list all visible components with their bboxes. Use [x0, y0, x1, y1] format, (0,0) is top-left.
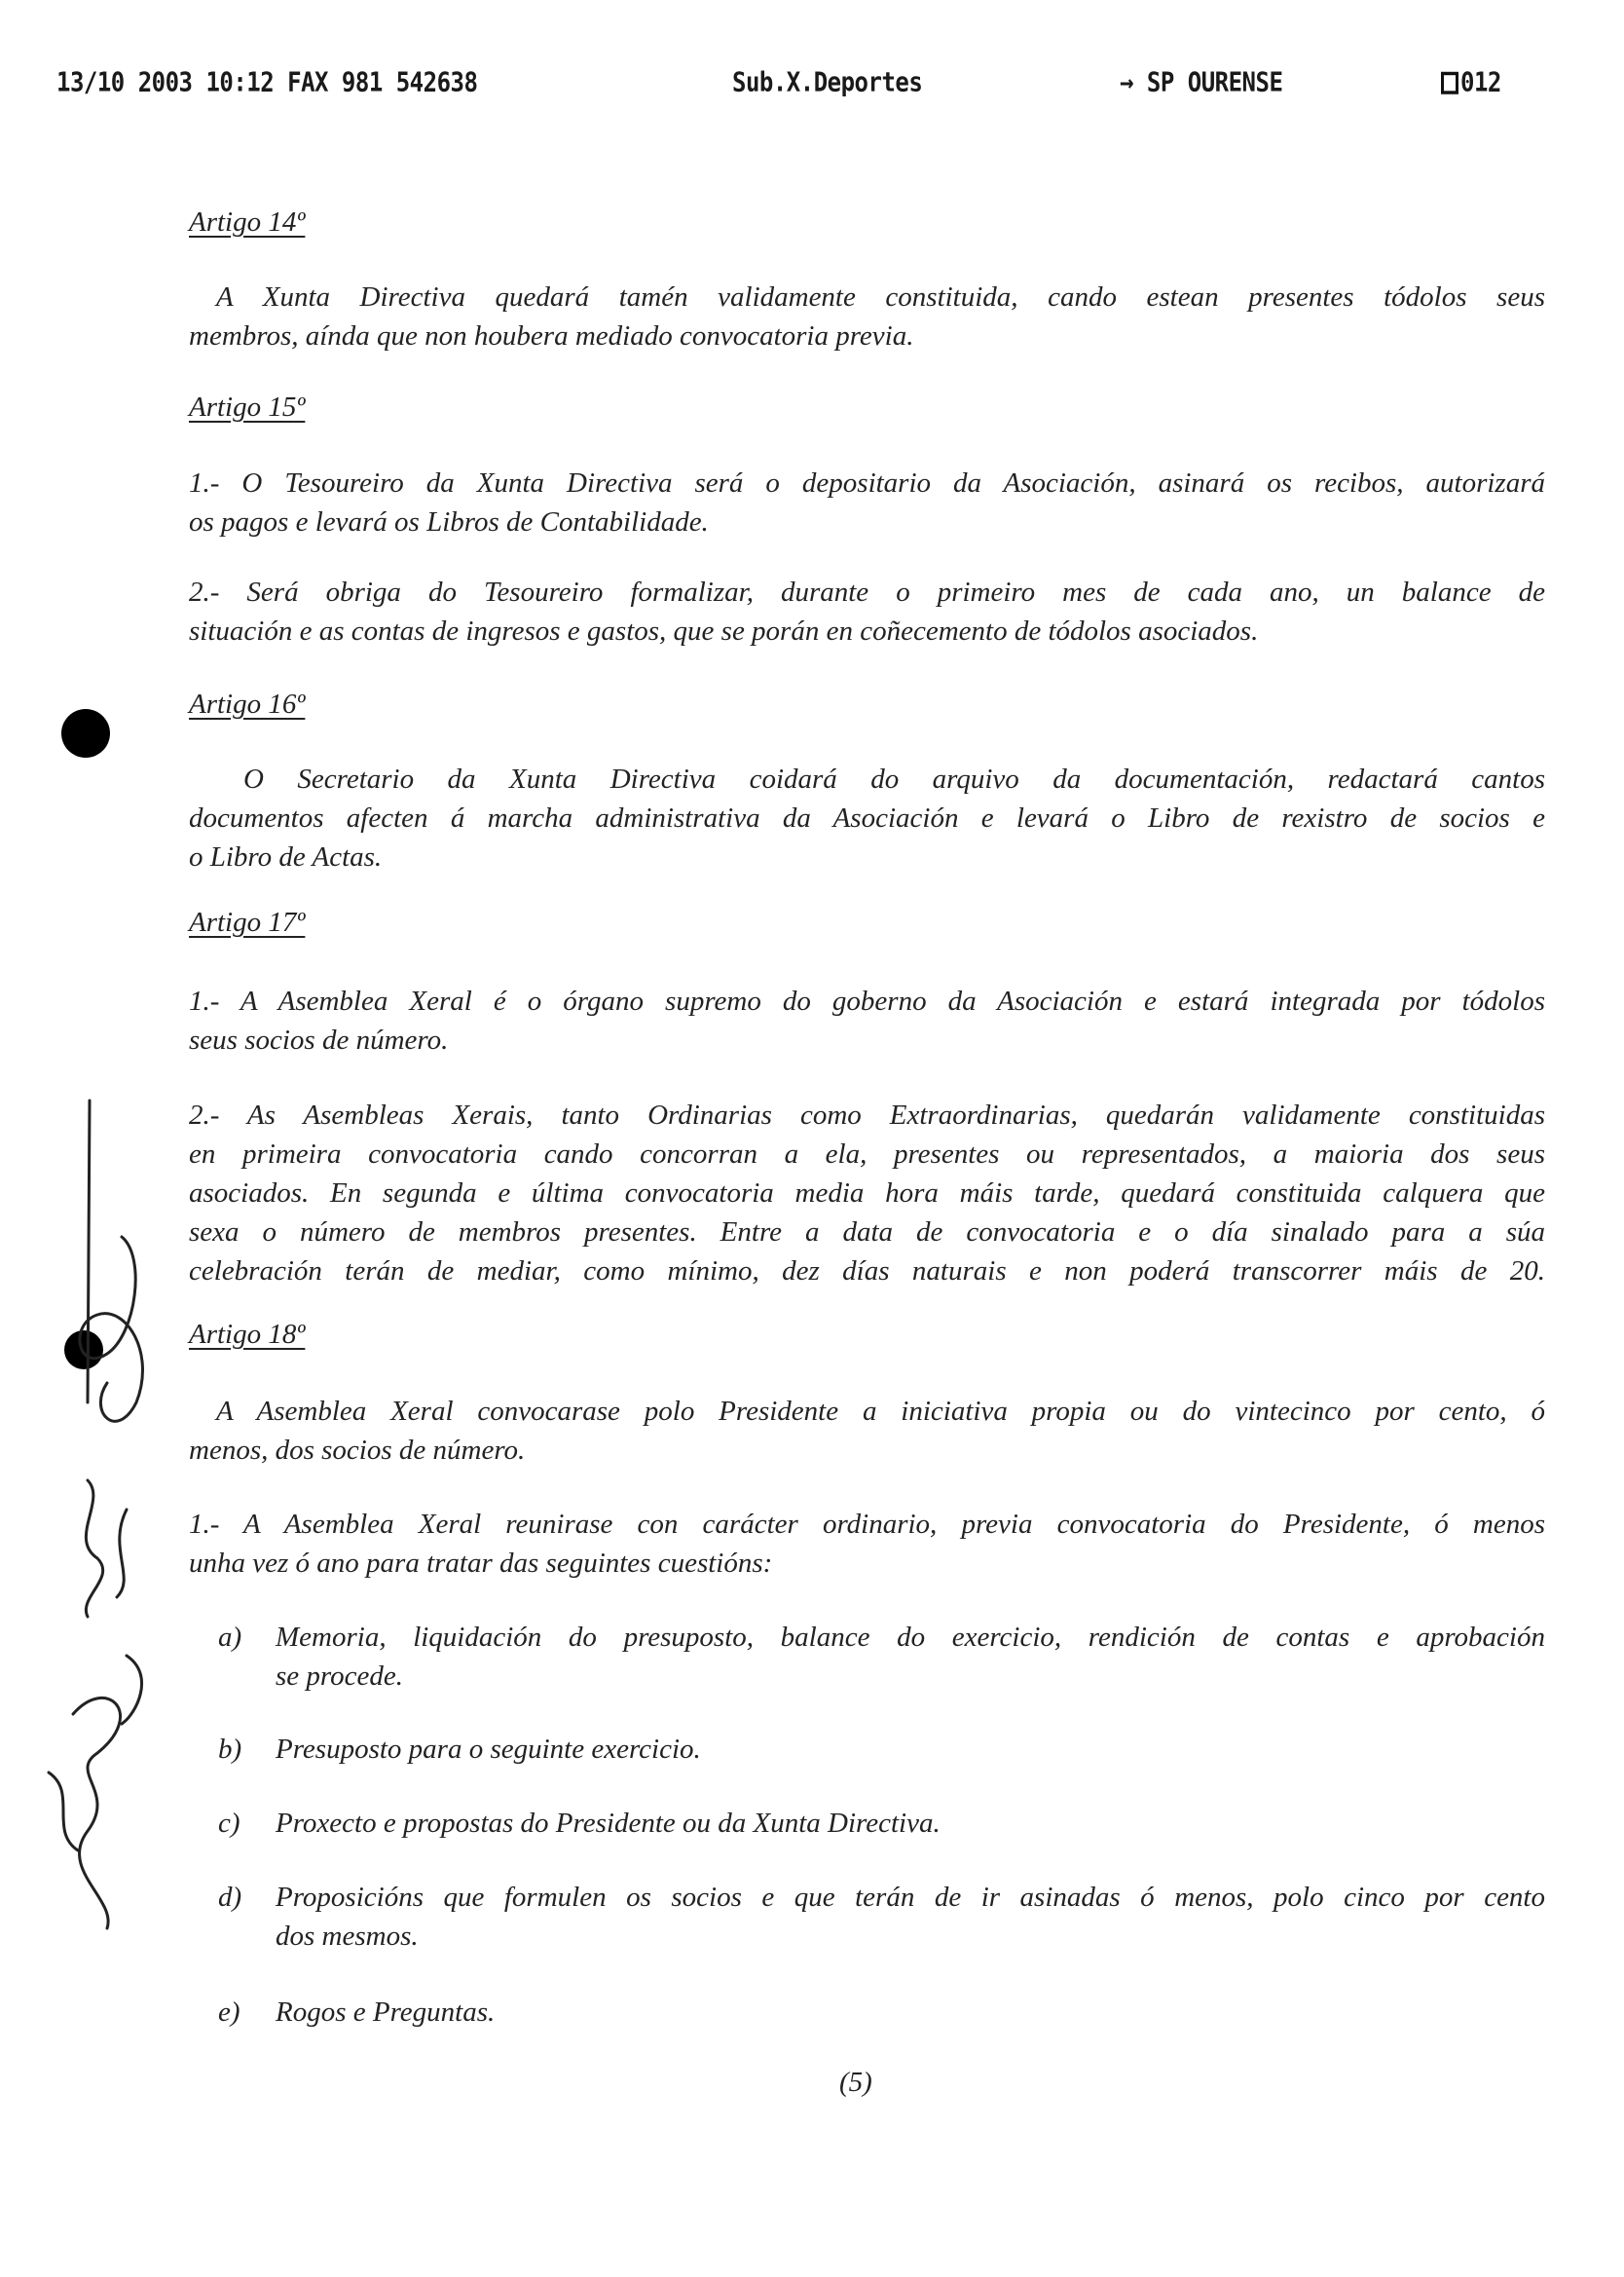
- text-line: 2.- As Asembleas Xerais, tanto Ordinarias como Extraordinarias, quedarán validamente constituidas: [189, 1100, 1545, 1131]
- text-line: A Xunta Directiva quedará tamén validamente constituida, cando estean presentes tódolos seus: [216, 281, 1545, 313]
- page-number: (5): [839, 2067, 872, 2098]
- text-line: 1.- A Asemblea Xeral reunirase con carácter ordinario, previa convocatoria do Presidente, ó menos: [189, 1509, 1545, 1540]
- text-line: Memoria, liquidación do presuposto, balance do exercicio, rendición de contas e aprobación: [276, 1622, 1545, 1653]
- handwritten-signature: [29, 1091, 175, 1948]
- text-line: se procede.: [276, 1661, 403, 1692]
- list-item-letter: b): [218, 1734, 242, 1765]
- list-item-letter: d): [218, 1882, 242, 1913]
- text-line: celebración terán de mediar, como mínimo, dez días naturais e non poderá transcorrer máis de 20.: [189, 1255, 1545, 1287]
- text-line: membros, aínda que non houbera mediado convocatoria previa.: [189, 320, 914, 352]
- article-heading: Artigo 17º: [189, 907, 306, 938]
- text-line: dos mesmos.: [276, 1921, 419, 1952]
- text-line: Presuposto para o seguinte exercicio.: [276, 1734, 701, 1765]
- text-line: unha vez ó ano para tratar das seguintes cuestións:: [189, 1548, 773, 1579]
- text-line: sexa o número de membros presentes. Entre a data de convocatoria e o día sinalado para a súa: [189, 1216, 1545, 1248]
- text-line: Rogos e Preguntas.: [276, 1997, 496, 2028]
- fax-datetime-number: 13/10 2003 10:12 FAX 981 542638: [56, 66, 478, 98]
- text-line: 1.- O Tesoureiro da Xunta Directiva será o depositario da Asociación, asinará os recibos, autorizará: [189, 467, 1545, 499]
- text-line: O Secretario da Xunta Directiva coidará do arquivo da documentación, redactará cantos: [243, 764, 1545, 795]
- article-paragraph: [189, 1505, 1545, 1583]
- article-paragraph: [189, 278, 1545, 355]
- text-line: A Asemblea Xeral convocarase polo Presidente a iniciativa propia ou do vintecinco por cento, ó: [216, 1396, 1545, 1427]
- text-line: menos, dos socios de número.: [189, 1435, 526, 1466]
- text-line: Proxecto e propostas do Presidente ou da Xunta Directiva.: [276, 1808, 941, 1839]
- fax-page-counter: [1441, 66, 1501, 97]
- page-counter-text: 012: [1460, 66, 1501, 98]
- text-line: asociados. En segunda e última convocatoria media hora máis tarde, quedará constituida calquera que: [189, 1177, 1545, 1209]
- list-item-letter: a): [218, 1622, 242, 1653]
- text-line: 1.- A Asemblea Xeral é o órgano supremo do goberno da Asociación e estará integrada por tódolos: [189, 986, 1545, 1017]
- text-line: os pagos e levará os Libros de Contabilidade.: [189, 506, 709, 538]
- article-paragraph: [189, 1392, 1545, 1470]
- article-heading: Artigo 14º: [189, 206, 306, 238]
- text-line: en primeira convocatoria cando concorran a ela, presentes ou representados, a maioria dos seus: [189, 1138, 1545, 1170]
- list-item-letter: e): [218, 1997, 240, 2028]
- article-heading: Artigo 18º: [189, 1319, 306, 1350]
- text-line: 2.- Será obriga do Tesoureiro formalizar, durante o primeiro mes de cada ano, un balance de: [189, 577, 1545, 608]
- binder-hole-mark: [61, 709, 110, 758]
- fax-sender: Sub.X.Deportes: [732, 66, 923, 98]
- article-paragraph: [189, 1096, 1545, 1290]
- fax-page-icon: [1441, 72, 1458, 94]
- text-line: situación e as contas de ingresos e gastos, que se porán en coñecemento de tódolos asociados.: [189, 616, 1259, 647]
- text-line: o Libro de Actas.: [189, 841, 383, 873]
- article-paragraph: [189, 573, 1545, 651]
- text-line: Proposicións que formulen os socios e que terán de ir asinadas ó menos, polo cinco por cento: [276, 1882, 1545, 1913]
- text-line: seus socios de número.: [189, 1025, 449, 1056]
- text-line: documentos afecten á marcha administrativa da Asociación e levará o Libro de rexistro de socios e: [189, 803, 1545, 834]
- article-heading: Artigo 16º: [189, 689, 306, 720]
- article-heading: Artigo 15º: [189, 392, 306, 423]
- fax-recipient: → SP OURENSE: [1120, 66, 1283, 98]
- article-paragraph: [189, 760, 1545, 877]
- list-item-letter: c): [218, 1808, 240, 1839]
- article-paragraph: [189, 982, 1545, 1060]
- article-paragraph: [189, 464, 1545, 541]
